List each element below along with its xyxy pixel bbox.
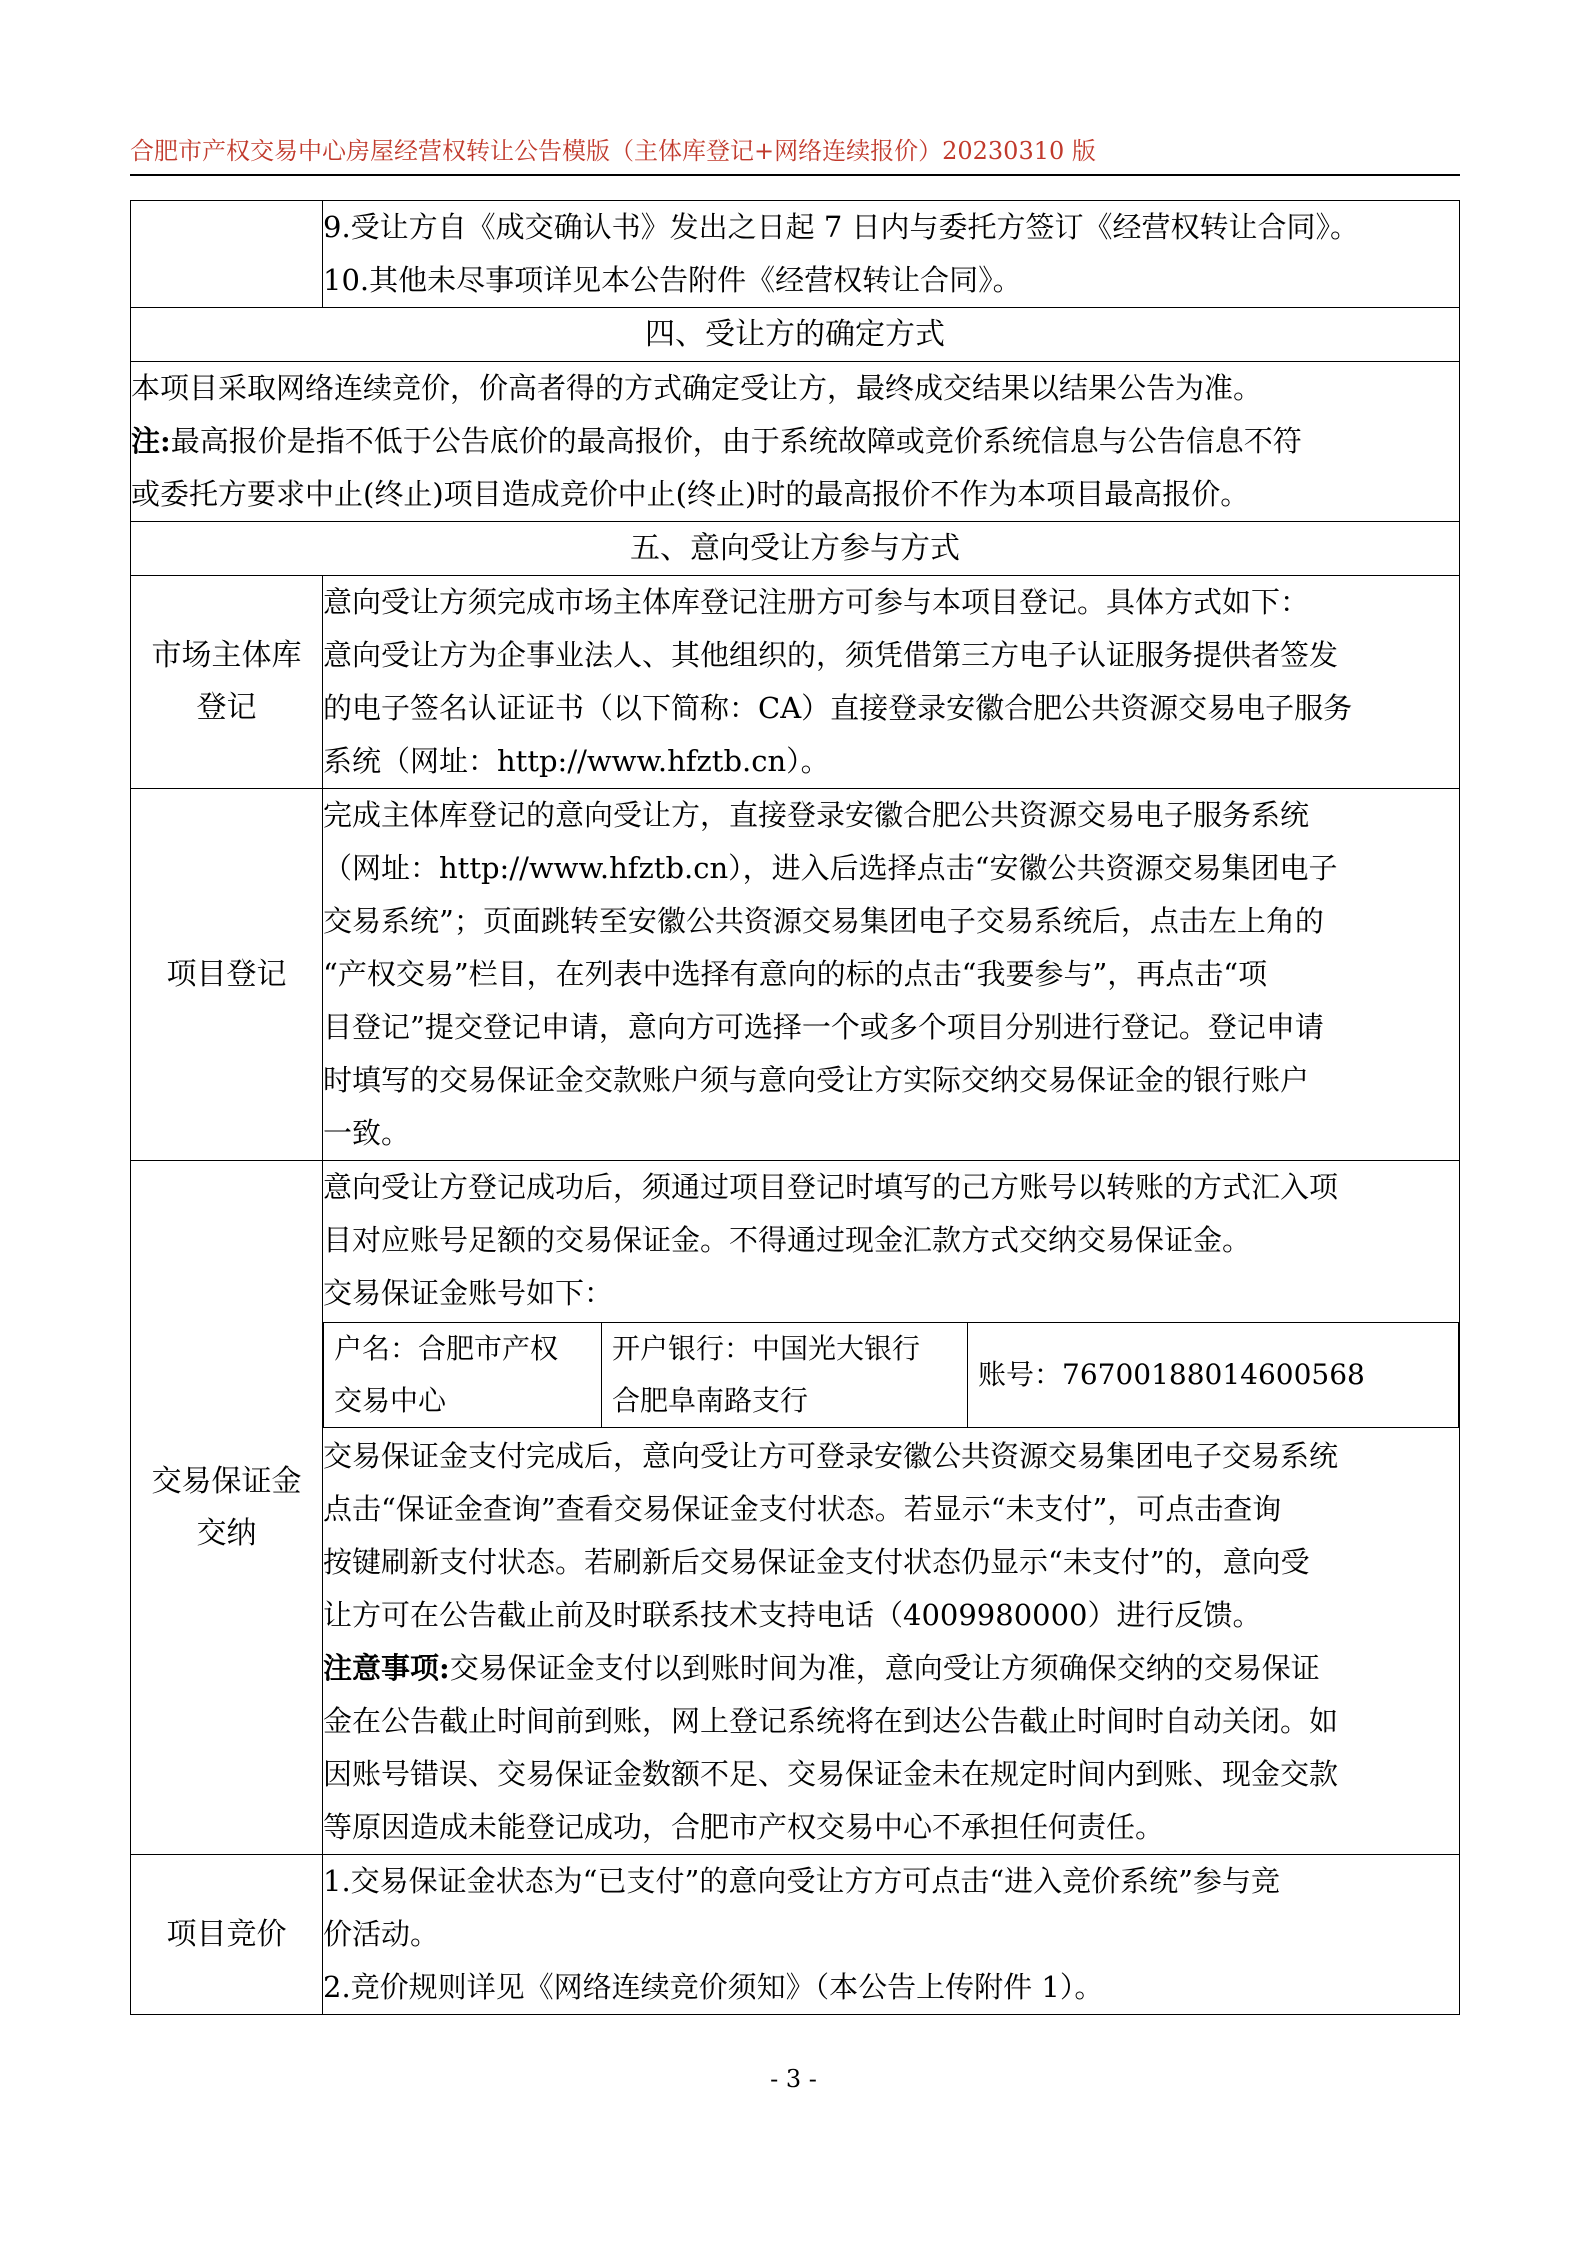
- project-registration-line: 时填写的交易保证金交款账户须与意向受让方实际交纳交易保证金的银行账户: [323, 1063, 1310, 1097]
- account-bank-line1: 开户银行：中国光大银行: [612, 1332, 921, 1365]
- registration-content: [323, 576, 1460, 789]
- section4-note-line2: 或委托方要求中止(终止)项目造成竞价中止(终止)时的最高报价不作为本项目最高报价。: [131, 477, 1250, 511]
- account-holder-line2: 交易中心: [334, 1384, 447, 1417]
- section4-line1: 本项目采取网络连续竞价，价高者得的方式确定受让方，最终成交结果以结果公告为准。: [131, 371, 1263, 405]
- note-label: 注:: [131, 424, 171, 458]
- project-registration-content: [323, 789, 1460, 1161]
- deposit-notice-line: 金在公告截止时间前到账，网上登记系统将在到达公告截止时间时自动关闭。如: [323, 1704, 1339, 1738]
- registration-label-line2: 登记: [196, 690, 257, 725]
- bidding-row: [131, 1855, 1460, 2015]
- document-header: 合肥市产权交易中心房屋经营权转让公告模版（主体库登记+网络连续报价）20230310 版: [130, 137, 1096, 165]
- section5-title: 五、意向受让方参与方式: [131, 522, 1460, 576]
- registration-label: [131, 576, 323, 789]
- deposit-label: [131, 1161, 323, 1855]
- section4-title: 四、受让方的确定方式: [131, 308, 1460, 362]
- item-9: 9.受让方自《成交确认书》发出之日起 7 日内与委托方签订《经营权转让合同》。: [323, 210, 1360, 244]
- top-continuation-content: [323, 201, 1460, 308]
- deposit-after-line: 交易保证金支付完成后，意向受让方可登录安徽公共资源交易集团电子交易系统: [323, 1439, 1339, 1473]
- project-registration-line: 一致。: [323, 1116, 411, 1150]
- announcement-table: [130, 200, 1460, 2015]
- note-text: 最高报价是指不低于公告底价的最高报价，由于系统故障或竞价系统信息与公告信息不符: [170, 424, 1302, 458]
- bidding-line: 1.交易保证金状态为“已支付”的意向受让方方可点击“进入竞价系统”参与竞: [323, 1864, 1280, 1898]
- empty-label-cell: [131, 201, 323, 308]
- project-registration-row: [131, 789, 1460, 1161]
- deposit-account-row: [324, 1323, 1459, 1428]
- deposit-notice-line1: [323, 1642, 1459, 1695]
- deposit-intro-line: 目对应账号足额的交易保证金。不得通过现金汇款方式交纳交易保证金。: [323, 1223, 1252, 1257]
- section4-title-row: [131, 308, 1460, 362]
- registration-label-line1: 市场主体库: [151, 638, 302, 673]
- deposit-after-line: 点击“保证金查询”查看交易保证金支付状态。若显示“未支付”，可点击查询: [323, 1492, 1282, 1526]
- account-bank-line2: 合肥阜南路支行: [612, 1384, 809, 1417]
- deposit-notice-line: 等原因造成未能登记成功，合肥市产权交易中心不承担任何责任。: [323, 1810, 1165, 1844]
- bidding-line: 价活动。: [323, 1917, 440, 1951]
- deposit-notice-line: 因账号错误、交易保证金数额不足、交易保证金未在规定时间内到账、现金交款: [323, 1757, 1339, 1791]
- account-holder-line1: 户名：合肥市产权: [334, 1332, 559, 1365]
- registration-line: 系统（网址：http://www.hfztb.cn）。: [323, 744, 830, 778]
- deposit-content: [323, 1161, 1460, 1855]
- deposit-account-table: [323, 1322, 1459, 1428]
- account-holder-cell: [324, 1323, 602, 1428]
- header-rule: [130, 174, 1460, 176]
- project-registration-line: 交易系统”；页面跳转至安徽公共资源交易集团电子交易系统后，点击左上角的: [323, 904, 1324, 938]
- project-registration-line: 完成主体库登记的意向受让方，直接登录安徽合肥公共资源交易电子服务系统: [323, 798, 1310, 832]
- deposit-label-line1: 交易保证金: [151, 1463, 302, 1499]
- bidding-content: [323, 1855, 1460, 2015]
- registration-line: 意向受让方为企事业法人、其他组织的，须凭借第三方电子认证服务提供者签发: [323, 638, 1339, 672]
- section4-body: [131, 362, 1460, 522]
- deposit-intro-line: 交易保证金账号如下：: [323, 1276, 614, 1310]
- section4-note-line1: [131, 415, 1459, 468]
- notice-label: 注意事项:: [323, 1651, 450, 1685]
- deposit-after-line: 让方可在公告截止前及时联系技术支持电话（4009980000）进行反馈。: [323, 1598, 1262, 1632]
- registration-line: 意向受让方须完成市场主体库登记注册方可参与本项目登记。具体方式如下：: [323, 585, 1310, 619]
- account-number-cell: 账号：76700188014600568: [968, 1323, 1459, 1428]
- deposit-row: [131, 1161, 1460, 1855]
- project-registration-line: 目登记”提交登记申请，意向方可选择一个或多个项目分别进行登记。登记申请: [323, 1010, 1324, 1044]
- registration-row: [131, 576, 1460, 789]
- page-number: - 3 -: [770, 2065, 817, 2093]
- deposit-label-line2: 交纳: [196, 1515, 257, 1551]
- top-continuation-row: [131, 201, 1460, 308]
- account-bank-cell: [602, 1323, 968, 1428]
- bidding-line: 2.竞价规则详见《网络连续竞价须知》（本公告上传附件 1）。: [323, 1970, 1104, 2004]
- deposit-intro-line: 意向受让方登记成功后，须通过项目登记时填写的己方账号以转账的方式汇入项: [323, 1170, 1339, 1204]
- project-registration-line: “产权交易”栏目，在列表中选择有意向的标的点击“我要参与”，再点击“项: [323, 957, 1268, 991]
- notice-text: 交易保证金支付以到账时间为准，意向受让方须确保交纳的交易保证: [449, 1651, 1320, 1685]
- section5-title-row: [131, 522, 1460, 576]
- section4-body-row: [131, 362, 1460, 522]
- project-registration-label: 项目登记: [131, 789, 323, 1161]
- project-registration-line: （网址：http://www.hfztb.cn），进入后选择点击“安徽公共资源交易集团电子: [323, 851, 1338, 885]
- registration-line: 的电子签名认证证书（以下简称：CA）直接登录安徽合肥公共资源交易电子服务: [323, 691, 1353, 725]
- deposit-after-line: 按键刷新支付状态。若刷新后交易保证金支付状态仍显示“未支付”的，意向受: [323, 1545, 1310, 1579]
- bidding-label: 项目竞价: [131, 1855, 323, 2015]
- item-10: 10.其他未尽事项详见本公告附件《经营权转让合同》。: [323, 263, 1022, 297]
